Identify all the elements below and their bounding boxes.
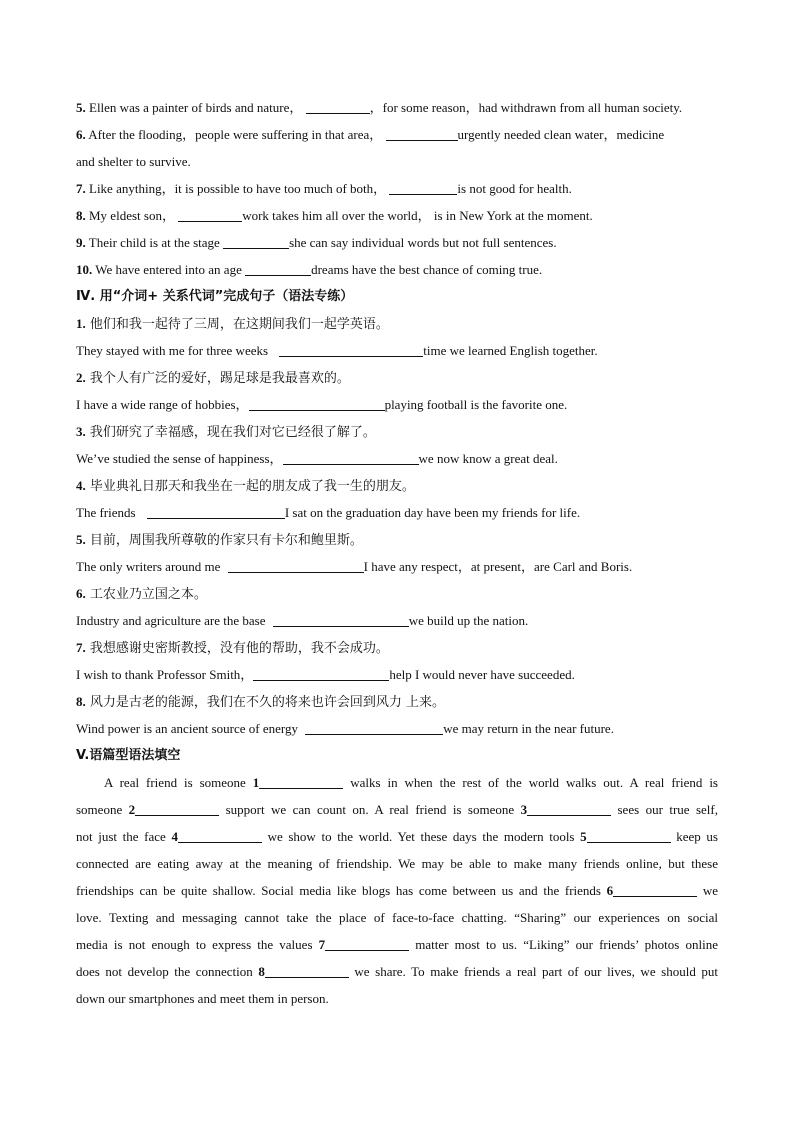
answer-blank[interactable] <box>147 504 285 519</box>
item-10 <box>76 256 718 283</box>
item-number: 1. <box>76 316 86 331</box>
answer-blank[interactable] <box>389 180 457 195</box>
text-before: I have a wide range of hobbies， <box>76 397 249 412</box>
chinese-sentence: 他们和我一起待了三周，在这期间我们一起学英语。 <box>89 317 389 332</box>
item-text-before: Their child is at the stage <box>88 235 220 250</box>
blank-number: 2 <box>128 802 136 817</box>
item-6 <box>76 121 718 148</box>
chinese-sentence: 我想感谢史密斯教授，没有他的帮助，我不会成功。 <box>89 641 389 656</box>
passage-line-4: connected are eating away at the meaning of friendship. We may be able to make many friends online, but these <box>76 856 718 871</box>
passage-text: sees our true self, <box>611 802 718 817</box>
passage-text: not just the face <box>76 829 172 844</box>
passage-blank-3[interactable] <box>527 801 611 816</box>
answer-blank[interactable] <box>228 558 364 573</box>
text-before: They stayed with me for three weeks <box>76 343 269 358</box>
passage-line-6: love. Texting and messaging cannot take the place of face-to-face chatting. “Sharing” our experiences on social <box>76 910 718 925</box>
chinese-sentence: 我们研究了幸福感，现在我们对它已经很了解了。 <box>89 425 376 440</box>
s4-item-8-english <box>76 715 718 742</box>
passage-line-7 <box>76 931 718 958</box>
passage-text: walks in when the rest of the world walks out. A real friend is <box>343 775 718 790</box>
item-8 <box>76 202 718 229</box>
text-before: We’ve studied the sense of happiness， <box>76 451 283 466</box>
item-text-before: We have entered into an age <box>95 262 242 277</box>
passage-blank-4[interactable] <box>178 828 262 843</box>
answer-blank[interactable] <box>223 234 289 249</box>
text-after: we may return in the near future. <box>443 721 614 736</box>
item-9 <box>76 229 718 256</box>
passage-blank-1[interactable] <box>259 774 343 789</box>
passage-blank-6[interactable] <box>613 882 697 897</box>
item-number: 9. <box>76 235 86 250</box>
passage-blank-8[interactable] <box>265 963 349 978</box>
blank-number: 7 <box>318 937 326 952</box>
worksheet-page <box>76 94 718 1012</box>
text-after: I have any respect，at present，are Carl and Boris. <box>363 559 633 574</box>
chinese-sentence: 毕业典礼日那天和我坐在一起的朋友成了我一生的朋友。 <box>89 479 415 494</box>
passage-text: support we can count on. A real friend is someone <box>219 802 521 817</box>
text-before: I wish to thank Professor Smith， <box>76 667 254 682</box>
text-after: we now know a great deal. <box>418 451 558 466</box>
item-number: 2. <box>76 370 86 385</box>
item-7 <box>76 175 718 202</box>
s4-item-8-chinese <box>76 688 718 715</box>
item-number: 8. <box>76 694 86 709</box>
text-after: playing football is the favorite one. <box>384 397 568 412</box>
blank-number: 5 <box>580 829 587 844</box>
passage-text: we show to the world. Yet these days the modern tools <box>261 829 581 844</box>
item-6-continuation: and shelter to survive. <box>76 154 191 169</box>
blank-number: 3 <box>520 802 528 817</box>
answer-blank[interactable] <box>273 612 409 627</box>
item-text-after: is not good for health. <box>457 181 572 196</box>
s4-item-1-english <box>76 337 718 364</box>
s4-item-6-chinese <box>76 580 718 607</box>
item-text-before: After the flooding，people were suffering in that area， <box>88 127 383 142</box>
chinese-sentence: 目前，周围我所尊敬的作家只有卡尔和鲍里斯。 <box>89 533 363 548</box>
s4-item-5-chinese <box>76 526 718 553</box>
item-number: 4. <box>76 478 86 493</box>
answer-blank[interactable] <box>178 207 242 222</box>
passage-text: media is not enough to express the values <box>76 937 319 952</box>
passage-text: someone <box>76 802 129 817</box>
passage-line-9: down our smartphones and meet them in person. <box>76 991 329 1006</box>
answer-blank[interactable] <box>386 126 458 141</box>
item-number: 6. <box>76 586 86 601</box>
passage-text: does not develop the connection <box>76 964 259 979</box>
text-before: Wind power is an ancient source of energy <box>76 721 298 736</box>
passage-text: matter most to us. “Liking” our friends’ photos online <box>409 937 718 952</box>
section-4-heading: Ⅳ. 用“介词+ 关系代词”完成句子（语法专练） <box>76 289 354 304</box>
item-text-before: Like anything，it is possible to have too much of both， <box>89 181 387 196</box>
s4-item-4-english <box>76 499 718 526</box>
item-text-before: Ellen was a painter of birds and nature， <box>89 100 303 115</box>
item-number: 5. <box>76 532 86 547</box>
item-text-after: dreams have the best chance of coming true. <box>311 262 543 277</box>
s4-item-3-chinese <box>76 418 718 445</box>
s4-item-7-chinese <box>76 634 718 661</box>
answer-blank[interactable] <box>283 450 419 465</box>
chinese-sentence: 风力是古老的能源，我们在不久的将来也许会回到风力 上来。 <box>89 695 446 710</box>
s4-item-2-chinese <box>76 364 718 391</box>
text-before: The friends <box>76 505 136 520</box>
text-after: time we learned English together. <box>423 343 598 358</box>
item-text-before: My eldest son， <box>89 208 175 223</box>
answer-blank[interactable] <box>245 261 311 276</box>
text-after: help I would never have succeeded. <box>389 667 575 682</box>
item-number: 6. <box>76 127 86 142</box>
answer-blank[interactable] <box>305 720 443 735</box>
item-number: 8. <box>76 208 86 223</box>
section-5-heading: V.语篇型语法填空 <box>76 748 181 763</box>
blank-number: 8 <box>258 964 265 979</box>
chinese-sentence: 工农业乃立国之本。 <box>89 587 207 602</box>
s4-item-5-english <box>76 553 718 580</box>
blank-number: 4 <box>171 829 178 844</box>
passage-text: A real friend is someone <box>104 775 253 790</box>
s4-item-2-english <box>76 391 718 418</box>
answer-blank[interactable] <box>306 99 370 114</box>
item-5 <box>76 94 718 121</box>
passage-line-8 <box>76 958 718 985</box>
answer-blank[interactable] <box>249 396 385 411</box>
chinese-sentence: 我个人有广泛的爱好，踢足球是我最喜欢的。 <box>89 371 350 386</box>
passage-blank-2[interactable] <box>135 801 219 816</box>
s4-item-7-english <box>76 661 718 688</box>
passage-text: we <box>697 883 718 898</box>
passage-line-3 <box>76 823 718 850</box>
item-number: 7. <box>76 640 86 655</box>
s4-item-3-english <box>76 445 718 472</box>
answer-blank[interactable] <box>253 666 389 681</box>
answer-blank[interactable] <box>279 342 423 357</box>
item-text-after: she can say individual words but not full sentences. <box>289 235 557 250</box>
passage-text: keep us <box>670 829 718 844</box>
item-number: 7. <box>76 181 86 196</box>
text-after: we build up the nation. <box>408 613 529 628</box>
passage-text: we share. To make friends a real part of our lives, we should put <box>348 964 718 979</box>
passage-line-1 <box>76 769 718 796</box>
item-number: 5. <box>76 100 86 115</box>
item-number: 3. <box>76 424 86 439</box>
passage-text: friendships can be quite shallow. Social media like blogs has come between us and the friends <box>76 883 607 898</box>
s4-item-4-chinese <box>76 472 718 499</box>
passage-line-5 <box>76 877 718 904</box>
item-text-after: work takes him all over the world， is in New York at the moment. <box>242 208 593 223</box>
text-before: Industry and agriculture are the base <box>76 613 266 628</box>
passage-blank-7[interactable] <box>325 936 409 951</box>
s4-item-6-english <box>76 607 718 634</box>
passage-blank-5[interactable] <box>587 828 671 843</box>
passage-line-2 <box>76 796 718 823</box>
text-after: I sat on the graduation day have been my friends for life. <box>284 505 581 520</box>
blank-number: 1 <box>252 775 260 790</box>
text-before: The only writers around me <box>76 559 221 574</box>
item-text-after: ，for some reason，had withdrawn from all human society. <box>369 100 683 115</box>
blank-number: 6 <box>606 883 614 898</box>
s4-item-1-chinese <box>76 310 718 337</box>
item-text-after: urgently needed clean water，medicine <box>457 127 665 142</box>
item-number: 10. <box>76 262 93 277</box>
